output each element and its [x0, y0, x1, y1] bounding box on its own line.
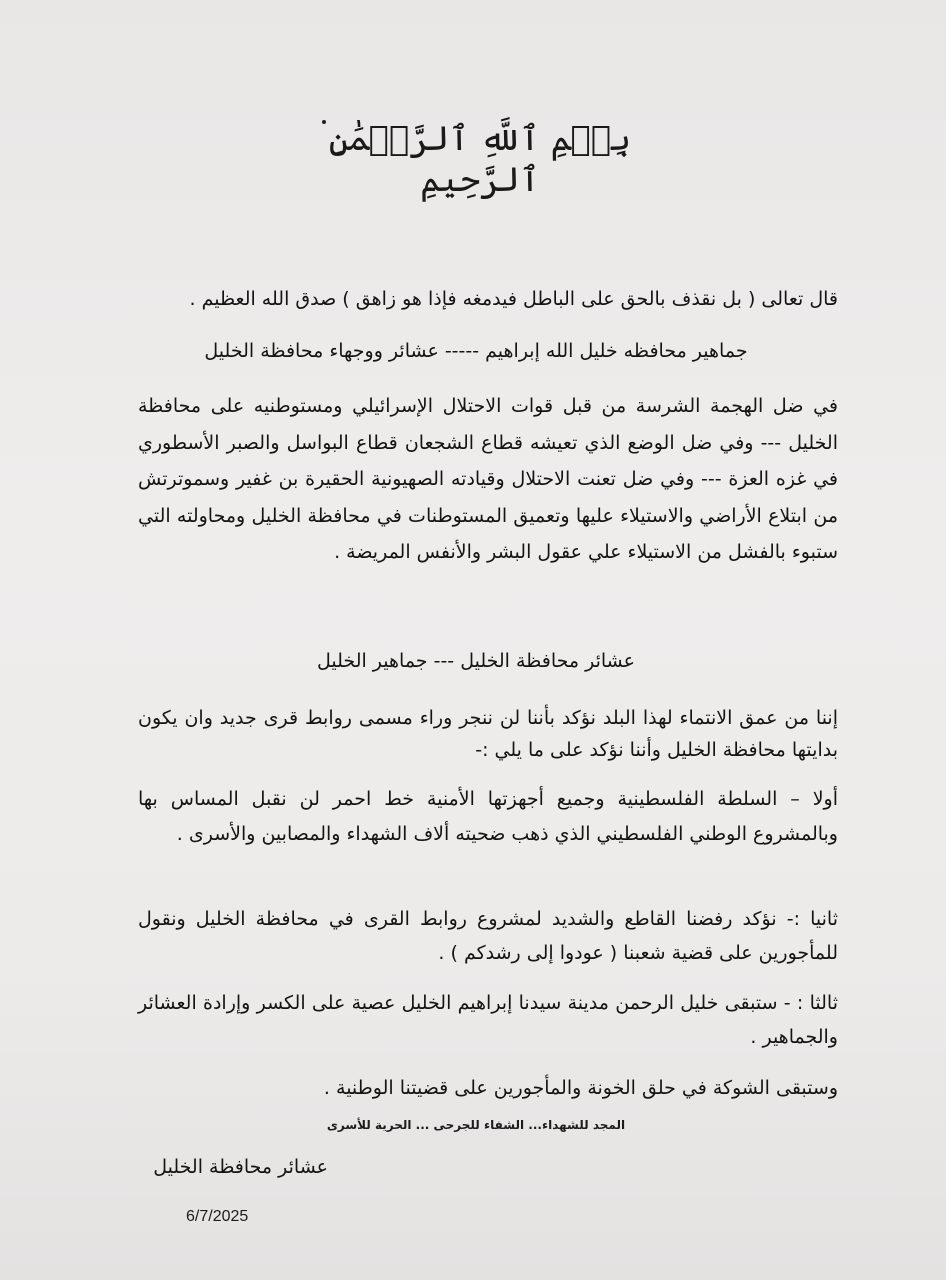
slogan-line: المجد للشهداء... الشفاء للجرحى ... الحرية للأسرى — [326, 1118, 626, 1132]
address-line: جماهير محافظه خليل الله إبراهيم ----- عشائر ووجهاء محافظة الخليل — [204, 340, 748, 362]
sub-address-line: عشائر محافظة الخليل --- جماهير الخليل — [317, 650, 635, 672]
quran-verse: قال تعالى ( بل نقذف بالحق على الباطل فيدمغه فإذا هو زاهق ) صدق الله العظيم . — [189, 288, 838, 310]
signature: عشائر محافظة الخليل — [153, 1156, 328, 1178]
basmala-heading: بِسۡمِ ٱللَّهِ ٱلرَّحۡمَٰنِ ٱلرَّحِيمِ — [328, 119, 632, 200]
second-point: ثانيا :- نؤكد رفضنا القاطع والشديد لمشروع روابط القرى في محافظة الخليل ونقول للمأجورين على قضية شعبنا ( عودوا إلى رشدكم ) . — [138, 908, 838, 964]
closing-line: وستبقى الشوكة في حلق الخونة والمأجورين على قضيتنا الوطنية . — [323, 1077, 838, 1099]
third-point: ثالثا : - ستبقى خليل الرحمن مدينة سيدنا إبراهيم الخليل عصية على الكسر وإرادة العشائر والجماهير . — [138, 992, 838, 1048]
main-paragraph: في ضل الهجمة الشرسة من قبل قوات الاحتلال الإسرائيلي ومستوطنيه على محافظة الخليل --- وفي ضل الوضع الذي تعيشه قطاع الشجعان قطاع البواسل والصبر الأسطوري في غزه العزة --- وفي ضل تعنت الاحتلال وقيادته الصهيونية الحقيرة بن غفير وسموترتش من ابتلاع الأراضي والاستيلاء عليها وتعميق المستوطنات في محافظة الخليل ومحاولته التي ستبوء بالفشل من الاستيلاء علي عقول البشر والأنفس المريضة . — [138, 395, 838, 563]
first-point: أولا – السلطة الفلسطينية وجميع أجهزتها الأمنية خط احمر لن نقبل المساس بها وبالمشروع الوطني الفلسطيني الذي ذهب ضحيته ألاف الشهداء والمصابين والأسرى . — [138, 788, 838, 845]
document-date: 6/7/2025 — [186, 1208, 249, 1225]
declaration-paragraph: إننا من عمق الانتماء لهذا البلد نؤكد بأننا لن ننجر وراء مسمى روابط قرى جديد وان يكون بدايتها محافظة الخليل وأننا نؤكد على ما يلي :- — [138, 707, 838, 761]
